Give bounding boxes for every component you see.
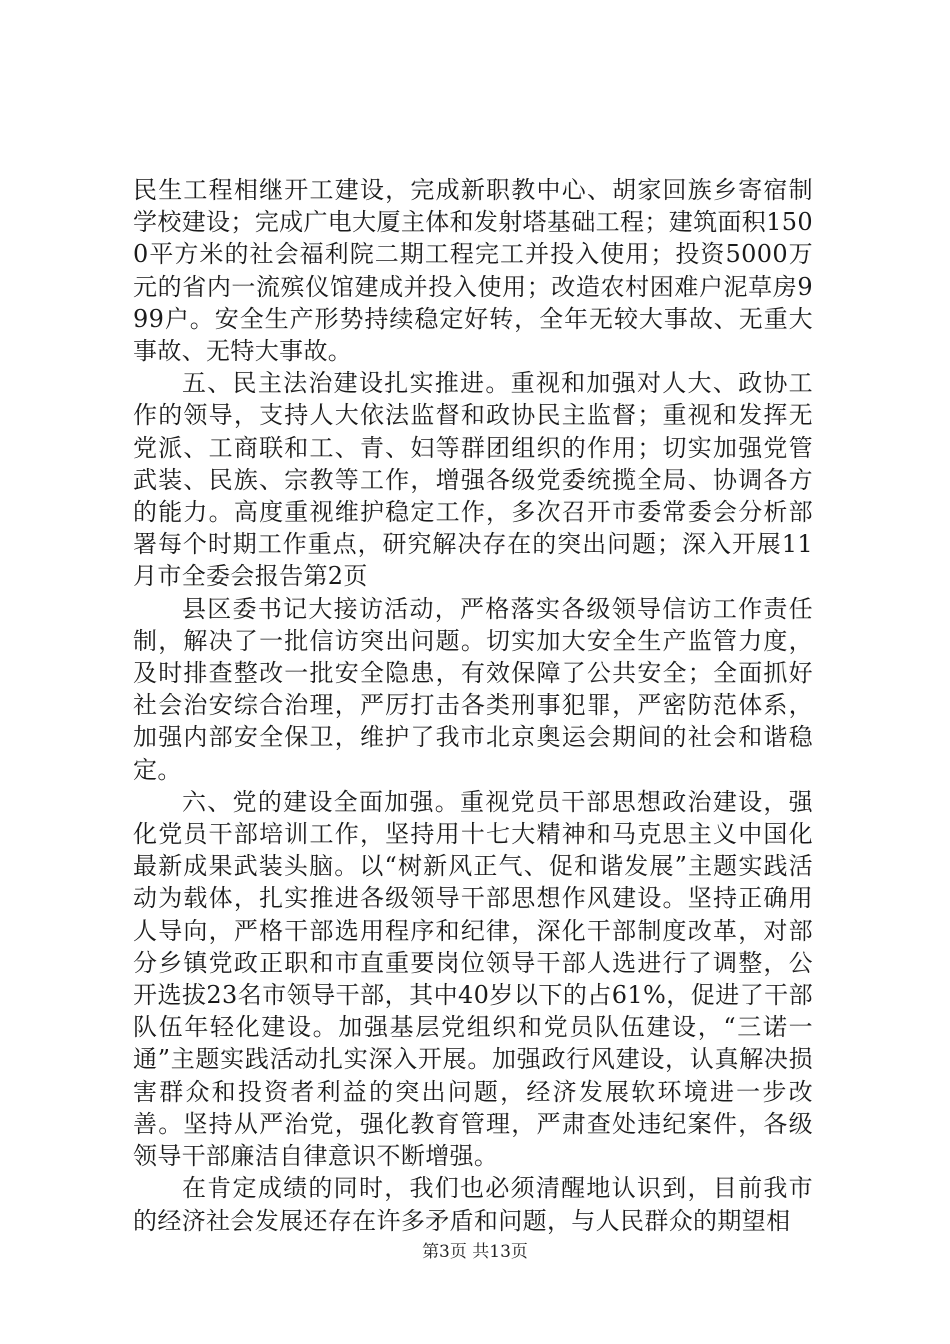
paragraph-petition-and-safety: 县区委书记大接访活动，严格落实各级领导信访工作责任制，解决了一批信访突出问题。切实加大安全生产监管力度，及时排查整改一批安全隐患，有效保障了公共安全；全面抓好社会治安综合治理，严厉打击各类刑事犯罪，严密防范体系，加强内部安全保卫，维护了我市北京奥运会期间的社会和谐稳定。 [133,594,813,784]
page-footer: 第3页 共13页 [422,1242,528,1262]
paragraph-problems-intro: 在肯定成绩的同时，我们也必须清醒地认识到，目前我市的经济社会发展还存在许多矛盾和问题，与人民群众的期望相 [133,1174,813,1235]
document-body [133,174,813,1237]
paragraph-livelihood-projects: 民生工程相继开工建设，完成新职教中心、胡家回族乡寄宿制学校建设；完成广电大厦主体和发射塔基础工程；建筑面积1500平方米的社会福利院二期工程完工并投入使用；投资5000万元的省内一流殡仪馆建成并投入使用；改造农村困难户泥草房999户。安全生产形势持续稳定好转，全年无较大事故、无重大事故、无特大事故。 [133,176,813,366]
paragraph-democracy-rule-of-law: 五、民主法治建设扎实推进。重视和加强对人大、政协工作的领导，支持人大依法监督和政协民主监督；重视和发挥无党派、工商联和工、青、妇等群团组织的作用；切实加强党管武装、民族、宗教等工作，增强各级党委统揽全局、协调各方的能力。高度重视维护稳定工作，多次召开市委常委会分析部署每个时期工作重点，研究解决存在的突出问题；深入开展11月市全委会报告第2页 [133,369,813,591]
paragraph-party-building: 六、党的建设全面加强。重视党员干部思想政治建设，强化党员干部培训工作，坚持用十七大精神和马克思主义中国化最新成果武装头脑。以“树新风正气、促和谐发展”主题实践活动为载体，扎实推进各级领导干部思想作风建设。坚持正确用人导向，严格干部选用程序和纪律，深化干部制度改革，对部分乡镇党政正职和市直重要岗位领导干部人选进行了调整，公开选拔23名市领导干部，其中40岁以下的占61%，促进了干部队伍年轻化建设。加强基层党组织和党员队伍建设，“三诺一通”主题实践活动扎实深入开展。加强政行风建设，认真解决损害群众和投资者利益的突出问题，经济发展软环境进一步改善。坚持从严治党，强化教育管理，严肃查处违纪案件，各级领导干部廉洁自律意识不断增强。 [133,787,813,1171]
